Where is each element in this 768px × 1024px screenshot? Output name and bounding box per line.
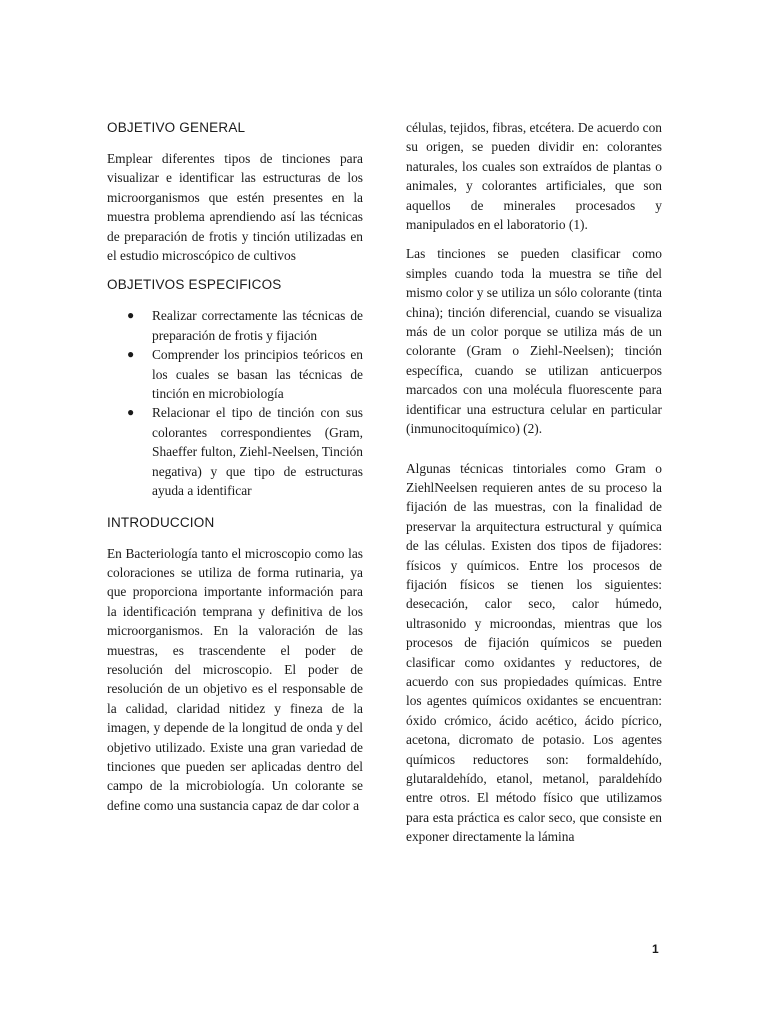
paragraph-tinciones: Las tinciones se pueden clasificar como simples cuando toda la muestra se tiñe del mismo color y se utiliza un sólo colorante (tinta china); tinción diferencial, cuando se visualiza más de un color porque se utiliza más de un colorante (Gram o Ziehl-Neelsen); tinción específica, cuando se utilizan anticuerpos marcados con una molécula fluorescente para identificar una estructura celular en particular (inmunocitoquímico) (2).	[406, 246, 662, 437]
objetivos-especificos-list	[107, 306, 363, 500]
objetivo-general-heading: OBJETIVO GENERAL	[107, 120, 246, 135]
list-item	[107, 345, 363, 403]
right-column	[406, 118, 662, 847]
bullet-icon: ●	[127, 405, 135, 420]
left-column	[107, 118, 363, 815]
introduccion-text: En Bacteriología tanto el microscopio como las coloraciones se utiliza de forma rutinaria, ya que proporciona importante información para la identificación temprana y definitiva de los microorganismos. En la valoración de las muestras, es trascendente el poder de resolución del microscopio. El poder de resolución de un objetivo es el responsable de la calidad, claridad nitidez y fineza de la imagen, y depende de la longitud de onda y del objetivo utilizado. Existe una gran variedad de tinciones que pueden ser aplicadas dentro del campo de la microbiología. Un colorante se define como una sustancia capaz de dar color a	[107, 545, 363, 813]
list-item	[107, 306, 363, 345]
objetivos-especificos-heading: OBJETIVOS ESPECIFICOS	[107, 277, 282, 293]
objetivo-general-text: Emplear diferentes tipos de tinciones para visualizar e identificar las estructuras de los microorganismos que estén presentes en la muestra problema aprendiendo así las técnicas de preparación de frotis y tinción utilizadas en el estudio microscópico de cultivos	[107, 151, 363, 264]
list-item-text: Comprender los principios teóricos en los cuales se basan las técnicas de tinción en microbiología	[152, 347, 363, 402]
list-item	[107, 403, 363, 500]
paragraph-colorantes: células, tejidos, fibras, etcétera. De acuerdo con su origen, se pueden dividir en: colorantes naturales, los cuales son extraídos de plantas o animales, y colorantes artificiales, que son aquellos de minerales procesados y manipulados en el laboratorio (1).	[406, 120, 662, 233]
introduccion-heading: INTRODUCCION	[107, 514, 215, 530]
paragraph-fijacion: Algunas técnicas tintoriales como Gram o ZiehlNeelsen requieren antes de su proceso la fijación de las muestras, con la finalidad de preservar la arquitectura estructural y química de las células. Existen dos tipos de fijadores: físicos y químicos. Entre los procesos de fijación físicos se tienen los siguientes: desecación, calor seco, calor húmedo, ultrasonido y microondas, mientras que los procesos de fijación químicos se pueden clasificar como oxidantes y reductores, de acuerdo con sus propiedades químicas. Entre los agentes químicos oxidantes se encuentran: óxido crómico, ácido acético, ácido pícrico, acetona, dicromato de potasio. Los agentes químicos reductores son: formaldehído, glutaraldehído, etanol, metanol, paraldehído entre otros. El método físico que utilizamos para esta práctica es calor seco, que consiste en exponer directamente la lámina	[406, 460, 662, 845]
list-item-text: Relacionar el tipo de tinción con sus colorantes correspondientes (Gram, Shaeffer fulton, Ziehl-Neelsen, Tinción negativa) y que tipo de estructuras ayuda a identificar	[152, 405, 363, 499]
page-number: 1	[652, 942, 659, 956]
list-item-text: Realizar correctamente las técnicas de preparación de frotis y fijación	[152, 308, 363, 343]
bullet-icon: ●	[127, 308, 135, 323]
bullet-icon: ●	[127, 347, 135, 362]
